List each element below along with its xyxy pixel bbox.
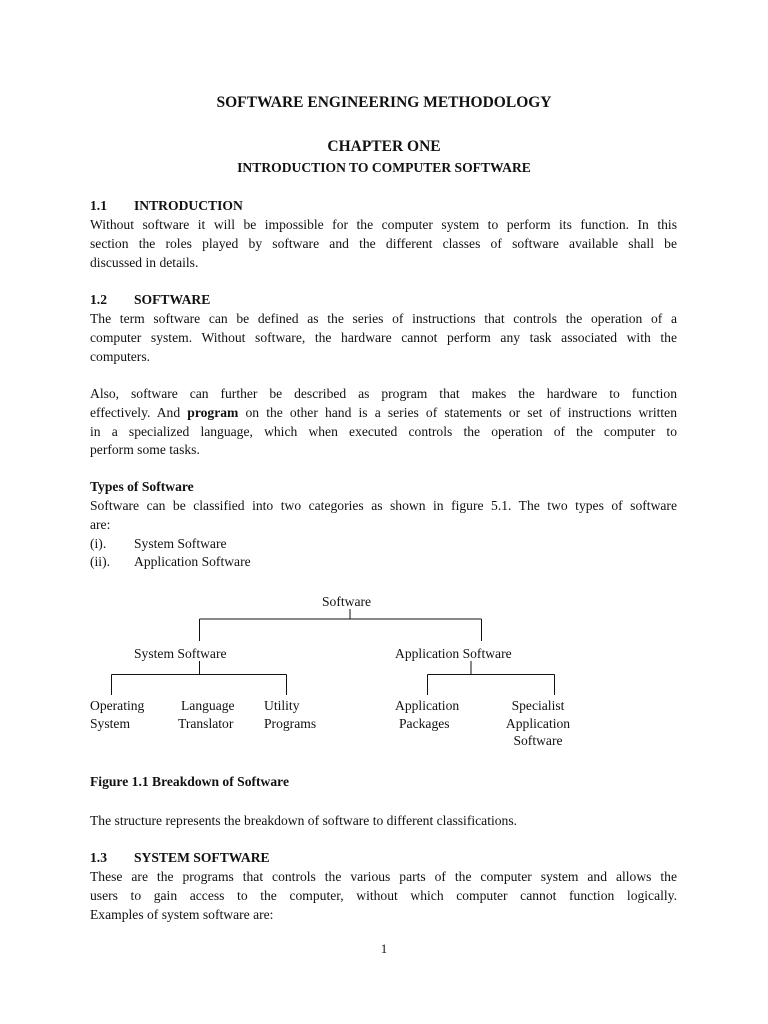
node-line: Utility — [264, 698, 300, 713]
node-application-packages — [395, 697, 459, 732]
section-number: 1.3 — [90, 850, 107, 865]
node-line: Language — [181, 698, 235, 713]
section-title: SOFTWARE — [134, 292, 211, 307]
section-number: 1.1 — [90, 198, 107, 213]
paragraph-line: Software can be classified into two categories as shown in figure 5.1. The two types of software — [90, 498, 677, 513]
node-language-translator — [178, 697, 235, 732]
list-item-text: Application Software — [134, 554, 251, 569]
list-item-number: (ii). — [90, 554, 111, 569]
line-text: on the other hand is a series of statements or set of instructions written — [238, 404, 677, 420]
paragraph-line: Also, software can further be described as program that makes the hardware to function — [90, 386, 677, 401]
node-line: Application — [505, 715, 571, 731]
node-utility-programs — [264, 697, 316, 732]
node-line: Specialist — [511, 698, 565, 713]
node-line: Application — [395, 698, 460, 713]
node-application-software: Application Software — [395, 646, 512, 661]
node-line: Software — [513, 733, 563, 748]
node-line: Packages — [399, 715, 450, 731]
node-line: System — [90, 715, 131, 731]
node-line: Programs — [264, 715, 317, 731]
structure-paragraph: The structure represents the breakdown of software to different classifications. — [90, 813, 518, 828]
paragraph-line: discussed in details. — [90, 254, 199, 270]
page-number: 1 — [380, 941, 388, 956]
paragraph-line: computer system. Without software, the hardware cannot perform any task associated with the — [90, 329, 677, 345]
paragraph-line: These are the programs that controls the various parts of the computer system and allows the — [90, 869, 677, 884]
chapter-subtitle: INTRODUCTION TO COMPUTER SOFTWARE — [237, 160, 531, 175]
section-title: INTRODUCTION — [134, 198, 243, 213]
system-software-paragraph — [90, 868, 677, 924]
node-line: Operating — [90, 698, 145, 713]
node-line: Translator — [178, 715, 234, 731]
paragraph-line: Without software it will be impossible for the computer system to perform its function. In this — [90, 217, 677, 232]
node-operating-system — [90, 697, 144, 732]
paragraph-line: section the roles played by software and the different classes of software available shall be — [90, 235, 677, 251]
figure-caption: Figure 1.1 Breakdown of Software — [90, 774, 289, 789]
chapter-title: CHAPTER ONE — [327, 138, 441, 155]
node-system-software: System Software — [134, 646, 227, 661]
list-item-text: System Software — [134, 536, 227, 551]
paragraph-line: are: — [90, 516, 111, 532]
document-title: SOFTWARE ENGINEERING METHODOLOGY — [216, 94, 552, 111]
paragraph-line: users to gain access to the computer, without which computer cannot function logically. — [90, 887, 677, 903]
line-text: effectively. And — [90, 404, 188, 420]
list-item-number: (i). — [90, 536, 107, 551]
paragraph-line: perform some tasks. — [90, 442, 200, 458]
node-specialist-application-software — [498, 697, 578, 750]
paragraph-line: Examples of system software are: — [90, 906, 274, 922]
section-title: SYSTEM SOFTWARE — [134, 850, 270, 865]
node-software: Software — [322, 594, 372, 609]
types-heading: Types of Software — [90, 479, 194, 494]
paragraph-line: The term software can be defined as the series of instructions that controls the operation of a — [90, 311, 677, 326]
bold-term-program: program — [187, 404, 239, 420]
section-heading-system-software — [90, 850, 270, 866]
section-number: 1.2 — [90, 292, 107, 307]
paragraph-line: computers. — [90, 348, 151, 364]
paragraph-line: in a specialized language, which when executed controls the operation of the computer to — [90, 423, 677, 439]
